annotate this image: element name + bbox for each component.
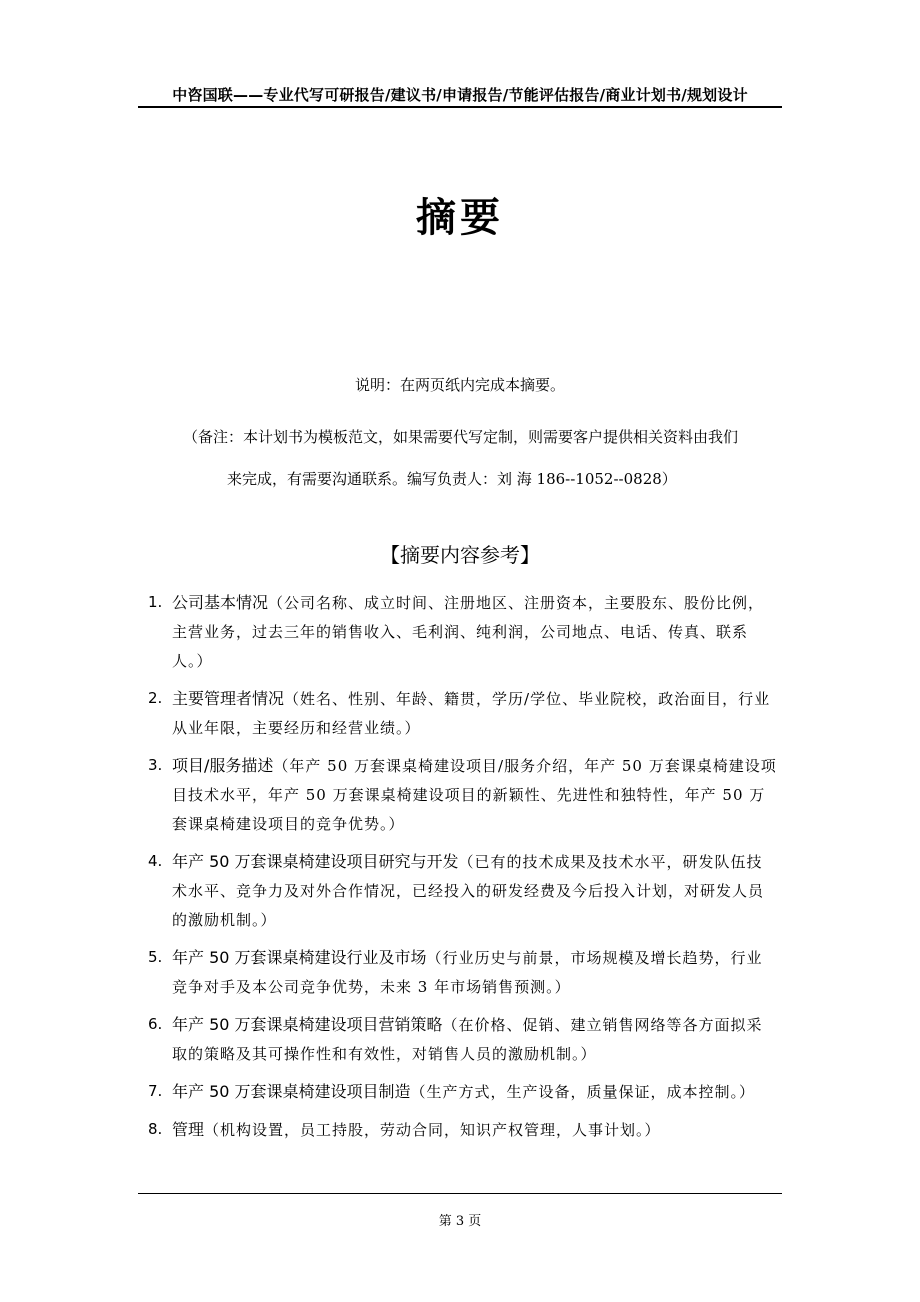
item-title: 年产 50 万套课桌椅建设项目制造	[172, 1082, 411, 1101]
item-description: （行业历史与前景，市场规模及增长趋势，行业竞争对手及本公司竞争优势，未来 3 年市场销售预测。）	[172, 949, 763, 996]
header-divider	[138, 106, 782, 108]
item-number: 1.	[148, 593, 163, 611]
remark-line-1: （备注：本计划书为模板范文，如果需要代写定制，则需要客户提供相关资料由我们	[183, 428, 739, 446]
list-item	[148, 1077, 778, 1107]
item-number: 3.	[148, 756, 163, 774]
item-description: （已有的技术成果及技术水平，研发队伍技术水平、竞争力及对外合作情况，已经投入的研发经费及今后投入计划，对研发人员的激励机制。）	[172, 853, 765, 929]
item-description: （年产 50 万套课桌椅建设项目/服务介绍，年产 50 万套课桌椅建设项目技术水平，年产 50 万套课桌椅建设项目的新颖性、先进性和独特性，年产 50 万套课桌椅建设项目的竞争优势。）	[172, 757, 777, 833]
item-number: 6.	[148, 1015, 163, 1033]
list-item	[148, 684, 778, 743]
item-number: 2.	[148, 689, 163, 707]
remark-line-2: 来完成，有需要沟通联系。编写负责人：刘 海 186--1052--0828）	[227, 470, 677, 488]
list-item	[148, 847, 778, 935]
page-number: 第 3 页	[438, 1214, 482, 1229]
item-title: 年产 50 万套课桌椅建设行业及市场	[172, 948, 427, 967]
item-description: （公司名称、成立时间、注册地区、注册资本，主要股东、股份比例，主营业务，过去三年的销售收入、毛利润、纯利润，公司地点、电话、传真、联系人。）	[172, 594, 765, 670]
footer-divider	[138, 1193, 782, 1194]
item-title: 年产 50 万套课桌椅建设项目营销策略	[172, 1015, 443, 1034]
item-description: （机构设置，员工持股，劳动合同，知识产权管理，人事计划。）	[204, 1121, 661, 1139]
list-item	[148, 1010, 778, 1069]
section-heading: 【摘要内容参考】	[380, 543, 540, 567]
summary-item-list	[148, 588, 778, 1153]
item-title: 管理	[172, 1120, 205, 1139]
item-description: （生产方式，生产设备，质量保证，成本控制。）	[410, 1083, 756, 1101]
item-number: 5.	[148, 948, 163, 966]
item-title: 公司基本情况	[172, 593, 269, 612]
item-number: 7.	[148, 1082, 163, 1100]
page-header: 中咨国联——专业代写可研报告/建议书/申请报告/节能评估报告/商业计划书/规划设计	[172, 86, 748, 104]
list-item	[148, 588, 778, 676]
item-number: 4.	[148, 852, 163, 870]
item-title: 年产 50 万套课桌椅建设项目研究与开发	[172, 852, 459, 871]
list-item	[148, 943, 778, 1002]
item-number: 8.	[148, 1120, 163, 1138]
item-description: （姓名、性别、年龄、籍贯，学历/学位、毕业院校，政治面目，行业从业年限，主要经历和经营业绩。）	[172, 690, 771, 737]
item-title: 项目/服务描述	[172, 756, 274, 775]
list-item	[148, 751, 778, 839]
item-description: （在价格、促销、建立销售网络等各方面拟采取的策略及其可操作性和有效性，对销售人员的激励机制。）	[172, 1016, 763, 1063]
list-item	[148, 1115, 778, 1145]
page-title: 摘要	[416, 194, 504, 241]
item-title: 主要管理者情况	[172, 689, 285, 708]
instruction-note: 说明：在两页纸内完成本摘要。	[354, 376, 565, 394]
